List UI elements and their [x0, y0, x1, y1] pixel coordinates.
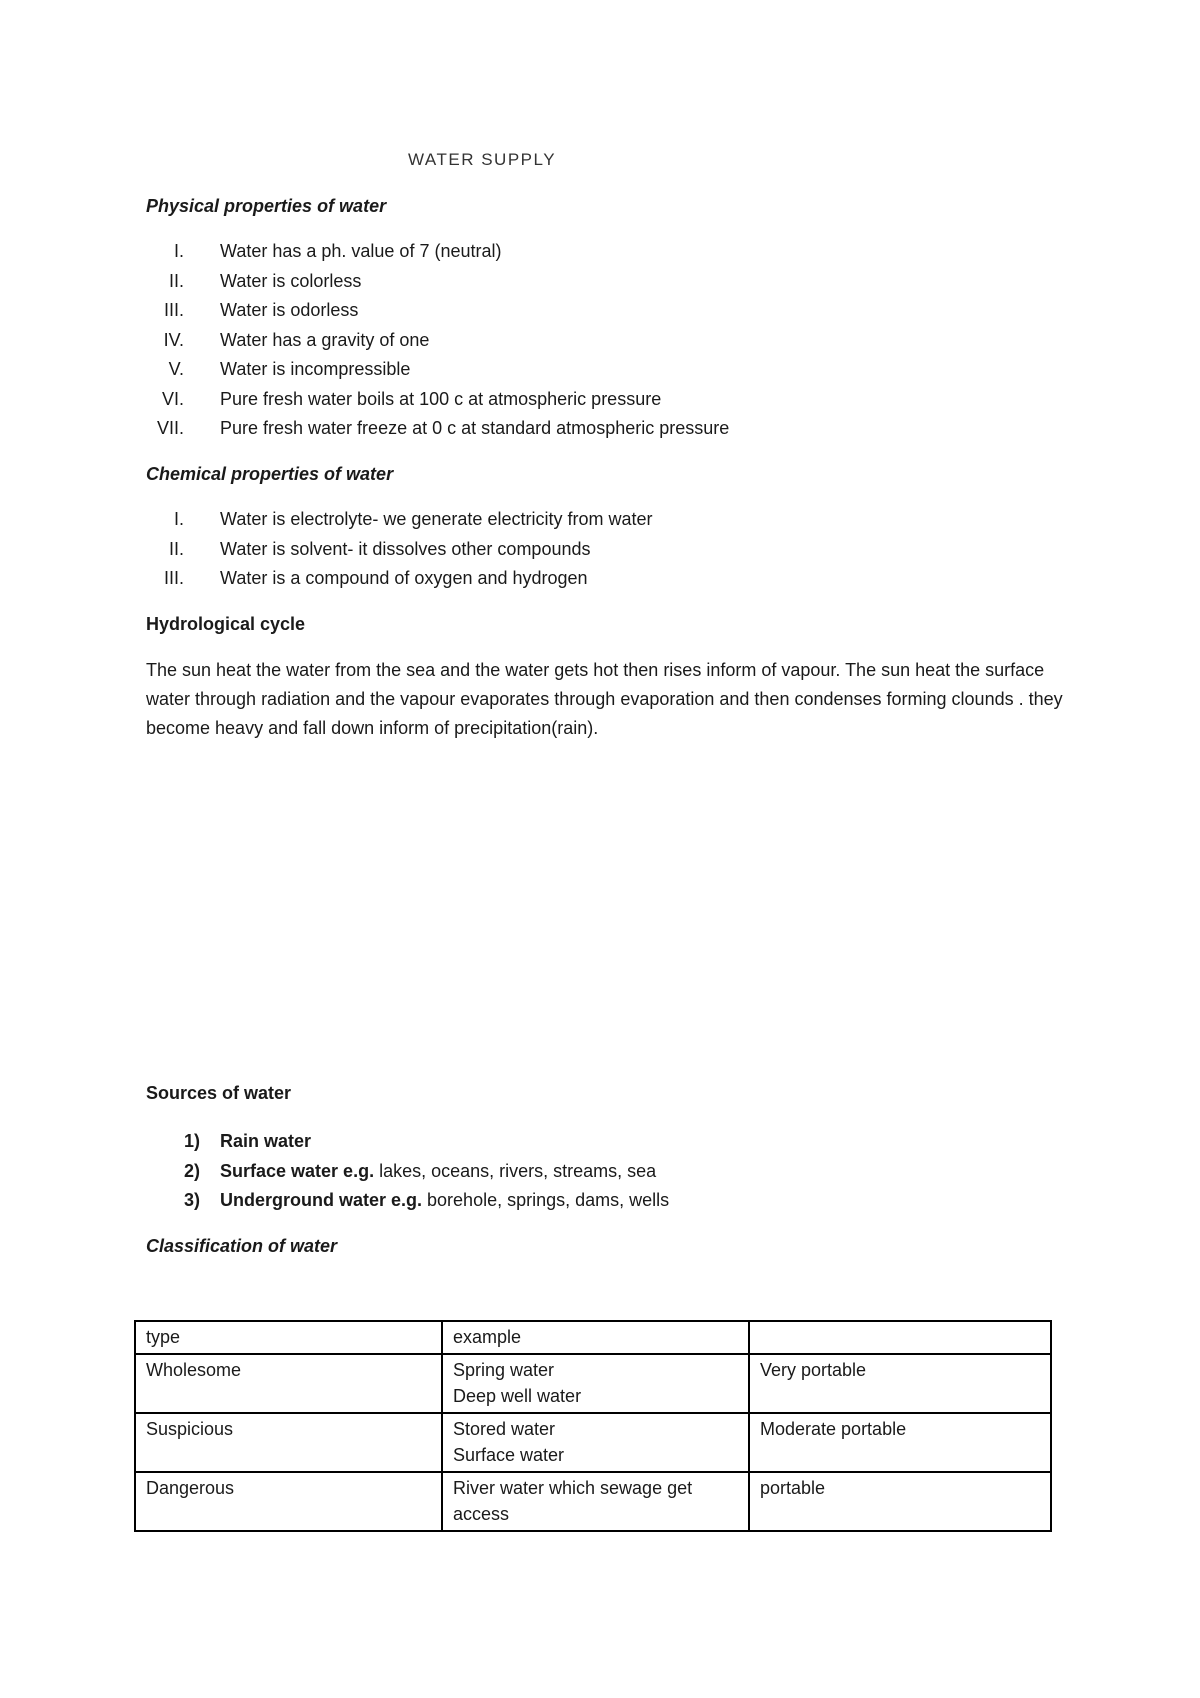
page-title: WATER SUPPLY — [408, 150, 557, 169]
table-cell: Stored water Surface water — [442, 1413, 749, 1472]
table-row — [135, 1413, 1051, 1472]
table-header-row — [135, 1321, 1051, 1354]
table-cell: Moderate portable — [749, 1413, 1051, 1472]
table-row — [135, 1354, 1051, 1413]
classification-heading: Classification of water — [146, 1236, 338, 1256]
table-header-cell — [749, 1321, 1051, 1354]
physical-properties-heading: Physical properties of water — [146, 196, 387, 216]
sources-heading: Sources of water — [146, 1083, 292, 1103]
table-cell: Very portable — [749, 1354, 1051, 1413]
chemical-properties-heading: Chemical properties of water — [146, 464, 394, 484]
table-cell: Dangerous — [135, 1472, 442, 1531]
hydrological-cycle-heading: Hydrological cycle — [146, 614, 306, 634]
classification-table — [134, 1320, 1052, 1532]
hydrological-cycle-paragraph: The sun heat the water from the sea and the water gets hot then rises inform of vapour. The sun heat the surface water through radiation and the vapour evaporates through evaporation and then condenses forming clounds . they become heavy and fall down inform of precipitation(rain). — [146, 660, 1063, 738]
table-header-cell: example — [442, 1321, 749, 1354]
table-cell: River water which sewage get access — [442, 1472, 749, 1531]
table-header-cell: type — [135, 1321, 442, 1354]
document-page: WATER SUPPLY Physical properties of water I. Water has a ph. value of 7 (neutral) II. Water is colorless III. Water is odorless IV. Water has a gravity of one V. Water is incompressible VI. Pure fresh water boils at 100 c at atmospheric pressure VII. Pure fresh water freeze at 0 c at standard atmospheric pressure Chemical properties of water I. Water is electrolyte- we generate electricity from water II. Water is solvent- it dissolves other compounds III. Water is a compound of oxygen and hydrogen Hydrological cycle The sun heat the water from the sea and the water gets hot then rises inform of vapour. The sun heat the surface water through radiation and the vapour evaporates through evaporation and then condenses forming clounds . they become heavy and fall down inform of precipitation(rain). Sources of water 1) Rain water 2) Surface water e.g. lakes, oceans, rivers, streams, sea 3) Underground water e.g. borehole, springs, dams, wells Classification of water type example Wholesome Spring water Deep well water Very portable Suspicious Stored water Surface water Moderate portable Dangerous River water which sewage get access portable — [0, 0, 1200, 1698]
table-cell: Spring water Deep well water — [442, 1354, 749, 1413]
table-cell: Wholesome — [135, 1354, 442, 1413]
table-cell: portable — [749, 1472, 1051, 1531]
table-row — [135, 1472, 1051, 1531]
table-cell: Suspicious — [135, 1413, 442, 1472]
